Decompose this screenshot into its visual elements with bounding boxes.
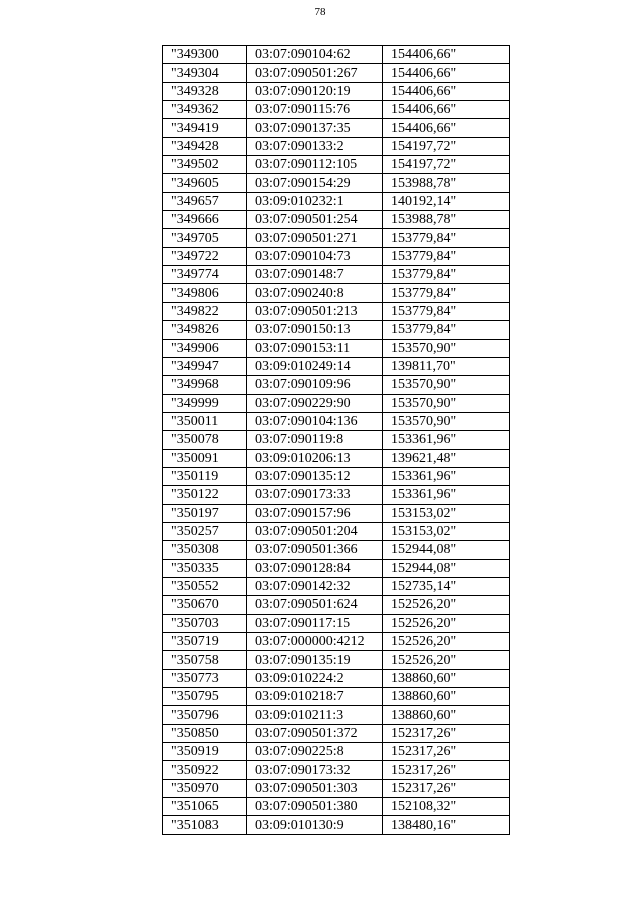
record-number-cell: "350922 (163, 761, 247, 779)
cadastral-number-cell: 03:07:090501:213 (247, 302, 383, 320)
record-number-cell: "350552 (163, 577, 247, 595)
cadastral-number-cell: 03:07:090104:73 (247, 247, 383, 265)
cadastral-number-cell: 03:07:090501:267 (247, 64, 383, 82)
data-table (162, 45, 510, 835)
table-row (163, 339, 510, 357)
record-number-cell: "350970 (163, 779, 247, 797)
cadastral-number-cell: 03:07:090157:96 (247, 504, 383, 522)
record-number-cell: "350670 (163, 596, 247, 614)
cadastral-number-cell: 03:09:010206:13 (247, 449, 383, 467)
record-number-cell: "350122 (163, 486, 247, 504)
table-row (163, 137, 510, 155)
table-row (163, 743, 510, 761)
table-row (163, 761, 510, 779)
amount-cell: 153361,96" (383, 486, 510, 504)
cadastral-number-cell: 03:07:090153:11 (247, 339, 383, 357)
amount-cell: 153570,90" (383, 339, 510, 357)
table-row (163, 651, 510, 669)
cadastral-number-cell: 03:07:090173:32 (247, 761, 383, 779)
cadastral-number-cell: 03:07:090115:76 (247, 101, 383, 119)
cadastral-number-cell: 03:07:090104:136 (247, 412, 383, 430)
amount-cell: 153779,84" (383, 229, 510, 247)
table-row (163, 522, 510, 540)
amount-cell: 153779,84" (383, 247, 510, 265)
record-number-cell: "350795 (163, 688, 247, 706)
cadastral-number-cell: 03:07:090501:254 (247, 211, 383, 229)
cadastral-number-cell: 03:09:010249:14 (247, 357, 383, 375)
cadastral-number-cell: 03:07:090154:29 (247, 174, 383, 192)
cadastral-number-cell: 03:07:090225:8 (247, 743, 383, 761)
table-row (163, 706, 510, 724)
table-row (163, 577, 510, 595)
cadastral-number-cell: 03:07:090119:8 (247, 431, 383, 449)
amount-cell: 154406,66" (383, 82, 510, 100)
amount-cell: 153988,78" (383, 174, 510, 192)
record-number-cell: "349806 (163, 284, 247, 302)
amount-cell: 152944,08" (383, 559, 510, 577)
record-number-cell: "349822 (163, 302, 247, 320)
record-number-cell: "350091 (163, 449, 247, 467)
record-number-cell: "350773 (163, 669, 247, 687)
table-row (163, 284, 510, 302)
cadastral-number-cell: 03:09:010232:1 (247, 192, 383, 210)
record-number-cell: "349304 (163, 64, 247, 82)
cadastral-number-cell: 03:07:090142:32 (247, 577, 383, 595)
table-row (163, 211, 510, 229)
amount-cell: 139621,48" (383, 449, 510, 467)
amount-cell: 153779,84" (383, 302, 510, 320)
amount-cell: 152526,20" (383, 633, 510, 651)
amount-cell: 153570,90" (383, 412, 510, 430)
cadastral-number-cell: 03:09:010218:7 (247, 688, 383, 706)
cadastral-number-cell: 03:07:090501:372 (247, 724, 383, 742)
table-row (163, 247, 510, 265)
amount-cell: 153153,02" (383, 504, 510, 522)
table-row (163, 467, 510, 485)
cadastral-number-cell: 03:07:090135:19 (247, 651, 383, 669)
table-row (163, 412, 510, 430)
page-number: 78 (314, 6, 326, 18)
table-row (163, 504, 510, 522)
cadastral-number-cell: 03:07:090128:84 (247, 559, 383, 577)
cadastral-number-cell: 03:07:090135:12 (247, 467, 383, 485)
record-number-cell: "349774 (163, 266, 247, 284)
table-row (163, 321, 510, 339)
amount-cell: 154197,72" (383, 156, 510, 174)
record-number-cell: "349657 (163, 192, 247, 210)
table-row (163, 614, 510, 632)
cadastral-number-cell: 03:07:090501:366 (247, 541, 383, 559)
amount-cell: 154197,72" (383, 137, 510, 155)
amount-cell: 154406,66" (383, 46, 510, 64)
table-row (163, 724, 510, 742)
table-row (163, 798, 510, 816)
cadastral-number-cell: 03:07:090133:2 (247, 137, 383, 155)
cadastral-number-cell: 03:07:090501:204 (247, 522, 383, 540)
amount-cell: 153779,84" (383, 266, 510, 284)
table-row (163, 266, 510, 284)
amount-cell: 152317,26" (383, 761, 510, 779)
record-number-cell: "350011 (163, 412, 247, 430)
record-number-cell: "349722 (163, 247, 247, 265)
amount-cell: 153988,78" (383, 211, 510, 229)
table-row (163, 394, 510, 412)
record-number-cell: "349968 (163, 376, 247, 394)
table-row (163, 376, 510, 394)
amount-cell: 138860,60" (383, 688, 510, 706)
table-row (163, 82, 510, 100)
record-number-cell: "349502 (163, 156, 247, 174)
record-number-cell: "349705 (163, 229, 247, 247)
table-row (163, 541, 510, 559)
table-row (163, 816, 510, 834)
cadastral-number-cell: 03:07:090173:33 (247, 486, 383, 504)
table-row (163, 119, 510, 137)
table-row (163, 357, 510, 375)
table-row (163, 229, 510, 247)
cadastral-number-cell: 03:07:090501:271 (247, 229, 383, 247)
table-row (163, 559, 510, 577)
amount-cell: 138860,60" (383, 669, 510, 687)
record-number-cell: "351083 (163, 816, 247, 834)
amount-cell: 138860,60" (383, 706, 510, 724)
amount-cell: 152526,20" (383, 651, 510, 669)
record-number-cell: "350719 (163, 633, 247, 651)
amount-cell: 152317,26" (383, 743, 510, 761)
table-row (163, 192, 510, 210)
record-number-cell: "349826 (163, 321, 247, 339)
cadastral-number-cell: 03:07:090148:7 (247, 266, 383, 284)
record-number-cell: "350119 (163, 467, 247, 485)
record-number-cell: "349947 (163, 357, 247, 375)
cadastral-number-cell: 03:07:090120:19 (247, 82, 383, 100)
amount-cell: 153361,96" (383, 467, 510, 485)
cadastral-number-cell: 03:07:090117:15 (247, 614, 383, 632)
table-row (163, 64, 510, 82)
record-number-cell: "350796 (163, 706, 247, 724)
amount-cell: 152944,08" (383, 541, 510, 559)
cadastral-number-cell: 03:07:090229:90 (247, 394, 383, 412)
cadastral-number-cell: 03:07:090150:13 (247, 321, 383, 339)
table-row (163, 431, 510, 449)
record-number-cell: "349362 (163, 101, 247, 119)
record-number-cell: "351065 (163, 798, 247, 816)
amount-cell: 153570,90" (383, 394, 510, 412)
cadastral-number-cell: 03:07:090501:624 (247, 596, 383, 614)
amount-cell: 140192,14" (383, 192, 510, 210)
record-number-cell: "350197 (163, 504, 247, 522)
table-row (163, 156, 510, 174)
record-number-cell: "350335 (163, 559, 247, 577)
cadastral-number-cell: 03:09:010130:9 (247, 816, 383, 834)
record-number-cell: "350257 (163, 522, 247, 540)
amount-cell: 153361,96" (383, 431, 510, 449)
amount-cell: 139811,70" (383, 357, 510, 375)
table-row (163, 46, 510, 64)
amount-cell: 152735,14" (383, 577, 510, 595)
amount-cell: 154406,66" (383, 101, 510, 119)
table-row (163, 688, 510, 706)
cadastral-number-cell: 03:07:090501:380 (247, 798, 383, 816)
cadastral-number-cell: 03:07:090501:303 (247, 779, 383, 797)
record-number-cell: "349999 (163, 394, 247, 412)
table-row (163, 486, 510, 504)
record-number-cell: "349300 (163, 46, 247, 64)
table-row (163, 779, 510, 797)
table-row (163, 669, 510, 687)
table-row (163, 633, 510, 651)
record-number-cell: "350308 (163, 541, 247, 559)
cadastral-number-cell: 03:09:010224:2 (247, 669, 383, 687)
cadastral-number-cell: 03:07:000000:4212 (247, 633, 383, 651)
record-number-cell: "349328 (163, 82, 247, 100)
cadastral-number-cell: 03:07:090137:35 (247, 119, 383, 137)
amount-cell: 152108,32" (383, 798, 510, 816)
table-row (163, 302, 510, 320)
cadastral-number-cell: 03:09:010211:3 (247, 706, 383, 724)
record-number-cell: "350703 (163, 614, 247, 632)
amount-cell: 154406,66" (383, 64, 510, 82)
record-number-cell: "349419 (163, 119, 247, 137)
table-row (163, 101, 510, 119)
amount-cell: 153570,90" (383, 376, 510, 394)
cadastral-number-cell: 03:07:090109:96 (247, 376, 383, 394)
cadastral-number-cell: 03:07:090104:62 (247, 46, 383, 64)
table-row (163, 449, 510, 467)
amount-cell: 138480,16" (383, 816, 510, 834)
record-number-cell: "349906 (163, 339, 247, 357)
cadastral-number-cell: 03:07:090240:8 (247, 284, 383, 302)
amount-cell: 152526,20" (383, 614, 510, 632)
amount-cell: 154406,66" (383, 119, 510, 137)
record-number-cell: "350758 (163, 651, 247, 669)
amount-cell: 153153,02" (383, 522, 510, 540)
record-number-cell: "350919 (163, 743, 247, 761)
cadastral-number-cell: 03:07:090112:105 (247, 156, 383, 174)
record-number-cell: "350850 (163, 724, 247, 742)
record-number-cell: "349666 (163, 211, 247, 229)
table-row (163, 596, 510, 614)
amount-cell: 153779,84" (383, 321, 510, 339)
amount-cell: 153779,84" (383, 284, 510, 302)
table-body (163, 46, 510, 835)
record-number-cell: "350078 (163, 431, 247, 449)
record-number-cell: "349605 (163, 174, 247, 192)
amount-cell: 152526,20" (383, 596, 510, 614)
amount-cell: 152317,26" (383, 779, 510, 797)
amount-cell: 152317,26" (383, 724, 510, 742)
record-number-cell: "349428 (163, 137, 247, 155)
table-row (163, 174, 510, 192)
